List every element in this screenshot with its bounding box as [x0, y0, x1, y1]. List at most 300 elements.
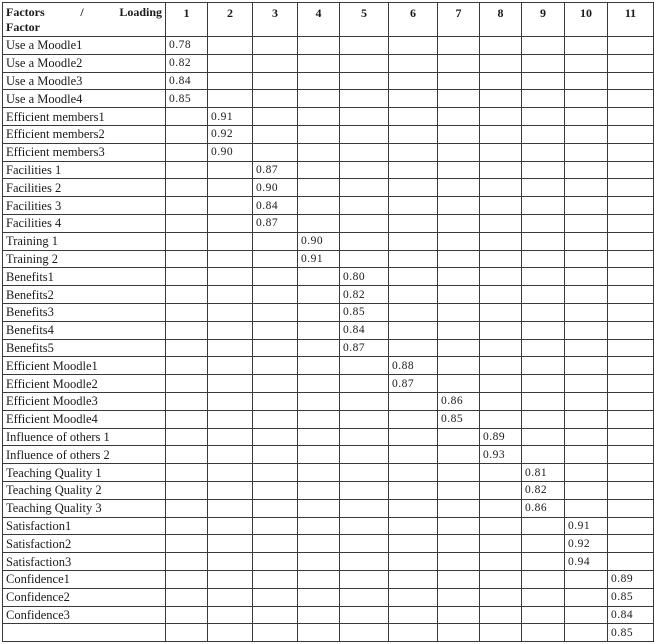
- empty-cell: [298, 179, 340, 197]
- empty-cell: [522, 108, 565, 126]
- empty-cell: [253, 606, 298, 624]
- column-header: 1: [166, 3, 208, 37]
- empty-cell: [480, 624, 522, 642]
- column-header: 5: [340, 3, 389, 37]
- empty-cell: [166, 286, 208, 304]
- empty-cell: [340, 54, 389, 72]
- factor-label: Teaching Quality 1: [3, 464, 166, 482]
- empty-cell: [208, 392, 253, 410]
- loading-value: 0.85: [438, 410, 480, 428]
- empty-cell: [208, 624, 253, 642]
- empty-cell: [298, 125, 340, 143]
- empty-cell: [166, 250, 208, 268]
- empty-cell: [298, 446, 340, 464]
- loading-value: 0.90: [253, 179, 298, 197]
- empty-cell: [298, 357, 340, 375]
- empty-cell: [480, 268, 522, 286]
- empty-cell: [253, 108, 298, 126]
- empty-cell: [480, 321, 522, 339]
- empty-cell: [480, 90, 522, 108]
- empty-cell: [208, 357, 253, 375]
- empty-cell: [340, 553, 389, 571]
- empty-cell: [340, 481, 389, 499]
- empty-cell: [438, 357, 480, 375]
- empty-cell: [298, 268, 340, 286]
- empty-cell: [608, 464, 654, 482]
- factor-label: Facilities 4: [3, 214, 166, 232]
- table-row: [3, 37, 654, 55]
- empty-cell: [438, 606, 480, 624]
- empty-cell: [298, 410, 340, 428]
- empty-cell: [340, 125, 389, 143]
- table-row: [3, 410, 654, 428]
- loading-value: 0.87: [253, 214, 298, 232]
- empty-cell: [438, 464, 480, 482]
- empty-cell: [565, 37, 608, 55]
- table-body: [3, 37, 654, 642]
- empty-cell: [438, 197, 480, 215]
- table-row: [3, 624, 654, 642]
- loading-value: 0.90: [208, 143, 253, 161]
- empty-cell: [608, 72, 654, 90]
- empty-cell: [389, 499, 438, 517]
- empty-cell: [298, 392, 340, 410]
- loading-value: 0.84: [608, 606, 654, 624]
- loading-value: 0.85: [608, 624, 654, 642]
- empty-cell: [166, 108, 208, 126]
- column-header: 6: [389, 3, 438, 37]
- empty-cell: [522, 232, 565, 250]
- table-row: [3, 606, 654, 624]
- empty-cell: [208, 446, 253, 464]
- empty-cell: [480, 303, 522, 321]
- empty-cell: [565, 410, 608, 428]
- empty-cell: [438, 375, 480, 393]
- factor-label: Influence of others 2: [3, 446, 166, 464]
- empty-cell: [565, 268, 608, 286]
- table-row: [3, 250, 654, 268]
- empty-cell: [438, 535, 480, 553]
- empty-cell: [438, 125, 480, 143]
- empty-cell: [340, 410, 389, 428]
- empty-cell: [166, 161, 208, 179]
- empty-cell: [208, 250, 253, 268]
- empty-cell: [522, 392, 565, 410]
- empty-cell: [389, 517, 438, 535]
- factor-label: Confidence2: [3, 588, 166, 606]
- empty-cell: [608, 286, 654, 304]
- empty-cell: [340, 250, 389, 268]
- table-row: [3, 517, 654, 535]
- column-header: 9: [522, 3, 565, 37]
- empty-cell: [166, 232, 208, 250]
- empty-cell: [389, 179, 438, 197]
- loading-value: 0.84: [166, 72, 208, 90]
- empty-cell: [340, 179, 389, 197]
- empty-cell: [438, 570, 480, 588]
- corner-word-factors: Factors: [6, 5, 45, 19]
- empty-cell: [298, 37, 340, 55]
- empty-cell: [253, 232, 298, 250]
- empty-cell: [608, 499, 654, 517]
- empty-cell: [522, 570, 565, 588]
- empty-cell: [438, 428, 480, 446]
- empty-cell: [389, 392, 438, 410]
- empty-cell: [438, 232, 480, 250]
- table-row: [3, 268, 654, 286]
- empty-cell: [522, 268, 565, 286]
- empty-cell: [298, 624, 340, 642]
- loading-value: 0.85: [340, 303, 389, 321]
- empty-cell: [253, 410, 298, 428]
- empty-cell: [480, 588, 522, 606]
- empty-cell: [340, 606, 389, 624]
- factor-label: Efficient Moodle3: [3, 392, 166, 410]
- empty-cell: [166, 357, 208, 375]
- empty-cell: [480, 250, 522, 268]
- empty-cell: [340, 232, 389, 250]
- empty-cell: [565, 624, 608, 642]
- empty-cell: [608, 268, 654, 286]
- empty-cell: [166, 321, 208, 339]
- empty-cell: [389, 90, 438, 108]
- empty-cell: [208, 339, 253, 357]
- table-row: [3, 143, 654, 161]
- empty-cell: [522, 214, 565, 232]
- empty-cell: [208, 535, 253, 553]
- loading-value: 0.89: [480, 428, 522, 446]
- table-row: [3, 535, 654, 553]
- empty-cell: [208, 464, 253, 482]
- empty-cell: [438, 268, 480, 286]
- loading-value: 0.88: [389, 357, 438, 375]
- empty-cell: [253, 268, 298, 286]
- empty-cell: [389, 410, 438, 428]
- empty-cell: [438, 179, 480, 197]
- empty-cell: [565, 286, 608, 304]
- empty-cell: [480, 232, 522, 250]
- empty-cell: [480, 37, 522, 55]
- empty-cell: [565, 570, 608, 588]
- empty-cell: [565, 214, 608, 232]
- empty-cell: [253, 464, 298, 482]
- empty-cell: [565, 179, 608, 197]
- empty-cell: [253, 624, 298, 642]
- empty-cell: [565, 339, 608, 357]
- table-row: [3, 72, 654, 90]
- empty-cell: [389, 321, 438, 339]
- loading-value: 0.86: [522, 499, 565, 517]
- empty-cell: [253, 588, 298, 606]
- empty-cell: [389, 446, 438, 464]
- empty-cell: [298, 197, 340, 215]
- empty-cell: [298, 339, 340, 357]
- factor-label: Efficient members1: [3, 108, 166, 126]
- factor-label: Satisfaction2: [3, 535, 166, 553]
- empty-cell: [298, 90, 340, 108]
- loading-value: 0.85: [166, 90, 208, 108]
- empty-cell: [438, 499, 480, 517]
- empty-cell: [565, 232, 608, 250]
- empty-cell: [208, 214, 253, 232]
- empty-cell: [438, 54, 480, 72]
- empty-cell: [480, 481, 522, 499]
- factor-label: Benefits1: [3, 268, 166, 286]
- empty-cell: [480, 143, 522, 161]
- empty-cell: [480, 339, 522, 357]
- loading-value: 0.94: [565, 553, 608, 571]
- empty-cell: [522, 588, 565, 606]
- empty-cell: [438, 90, 480, 108]
- empty-cell: [298, 72, 340, 90]
- empty-cell: [389, 286, 438, 304]
- column-header: 10: [565, 3, 608, 37]
- loading-value: 0.85: [608, 588, 654, 606]
- empty-cell: [253, 428, 298, 446]
- column-header: 3: [253, 3, 298, 37]
- empty-cell: [389, 108, 438, 126]
- empty-cell: [438, 481, 480, 499]
- empty-cell: [208, 232, 253, 250]
- empty-cell: [253, 250, 298, 268]
- factor-label: Training 2: [3, 250, 166, 268]
- empty-cell: [166, 339, 208, 357]
- table-row: [3, 214, 654, 232]
- empty-cell: [608, 446, 654, 464]
- empty-cell: [522, 535, 565, 553]
- empty-cell: [522, 179, 565, 197]
- table-row: [3, 90, 654, 108]
- empty-cell: [298, 606, 340, 624]
- table-row: [3, 446, 654, 464]
- empty-cell: [253, 339, 298, 357]
- empty-cell: [565, 161, 608, 179]
- empty-cell: [522, 303, 565, 321]
- empty-cell: [340, 570, 389, 588]
- empty-cell: [298, 108, 340, 126]
- empty-cell: [480, 410, 522, 428]
- corner-word-loading: Loading: [119, 5, 162, 19]
- empty-cell: [340, 517, 389, 535]
- empty-cell: [166, 375, 208, 393]
- empty-cell: [480, 553, 522, 571]
- empty-cell: [340, 197, 389, 215]
- empty-cell: [389, 197, 438, 215]
- empty-cell: [208, 179, 253, 197]
- loading-value: 0.92: [208, 125, 253, 143]
- factor-label: Efficient Moodle4: [3, 410, 166, 428]
- factor-label: Confidence1: [3, 570, 166, 588]
- empty-cell: [608, 428, 654, 446]
- table-row: [3, 232, 654, 250]
- empty-cell: [389, 37, 438, 55]
- empty-cell: [389, 143, 438, 161]
- factor-loading-table: [2, 2, 654, 642]
- empty-cell: [340, 392, 389, 410]
- empty-cell: [389, 214, 438, 232]
- empty-cell: [208, 499, 253, 517]
- empty-cell: [253, 375, 298, 393]
- loading-value: 0.91: [298, 250, 340, 268]
- factor-label: Facilities 2: [3, 179, 166, 197]
- empty-cell: [208, 303, 253, 321]
- factor-label: Efficient Moodle1: [3, 357, 166, 375]
- empty-cell: [340, 161, 389, 179]
- empty-cell: [253, 321, 298, 339]
- empty-cell: [253, 392, 298, 410]
- loading-value: 0.81: [522, 464, 565, 482]
- empty-cell: [166, 606, 208, 624]
- empty-cell: [389, 125, 438, 143]
- factor-label: Facilities 1: [3, 161, 166, 179]
- factor-label: Benefits5: [3, 339, 166, 357]
- empty-cell: [340, 535, 389, 553]
- empty-cell: [438, 108, 480, 126]
- empty-cell: [608, 37, 654, 55]
- factor-label: Efficient Moodle2: [3, 375, 166, 393]
- empty-cell: [522, 197, 565, 215]
- loading-value: 0.89: [608, 570, 654, 588]
- empty-cell: [565, 72, 608, 90]
- loading-value: 0.92: [565, 535, 608, 553]
- empty-cell: [608, 375, 654, 393]
- header-row: [3, 3, 654, 37]
- empty-cell: [608, 161, 654, 179]
- empty-cell: [565, 321, 608, 339]
- empty-cell: [389, 54, 438, 72]
- empty-cell: [565, 197, 608, 215]
- factor-label: Efficient members2: [3, 125, 166, 143]
- empty-cell: [480, 125, 522, 143]
- factor-label: Facilities 3: [3, 197, 166, 215]
- empty-cell: [208, 588, 253, 606]
- empty-cell: [208, 54, 253, 72]
- empty-cell: [522, 428, 565, 446]
- empty-cell: [166, 446, 208, 464]
- empty-cell: [298, 588, 340, 606]
- empty-cell: [565, 250, 608, 268]
- table-row: [3, 179, 654, 197]
- empty-cell: [253, 37, 298, 55]
- empty-cell: [298, 286, 340, 304]
- empty-cell: [253, 54, 298, 72]
- loading-value: 0.82: [522, 481, 565, 499]
- empty-cell: [389, 570, 438, 588]
- table-row: [3, 339, 654, 357]
- corner-word-factor: Factor: [6, 20, 40, 34]
- empty-cell: [565, 481, 608, 499]
- empty-cell: [522, 286, 565, 304]
- empty-cell: [298, 143, 340, 161]
- empty-cell: [480, 286, 522, 304]
- empty-cell: [608, 339, 654, 357]
- loading-value: 0.80: [340, 268, 389, 286]
- empty-cell: [298, 161, 340, 179]
- empty-cell: [438, 553, 480, 571]
- empty-cell: [522, 321, 565, 339]
- table-row: [3, 54, 654, 72]
- table-row: [3, 481, 654, 499]
- empty-cell: [340, 90, 389, 108]
- empty-cell: [438, 517, 480, 535]
- empty-cell: [565, 357, 608, 375]
- empty-cell: [565, 143, 608, 161]
- loading-value: 0.93: [480, 446, 522, 464]
- loading-value: 0.82: [340, 286, 389, 304]
- empty-cell: [480, 108, 522, 126]
- empty-cell: [298, 321, 340, 339]
- empty-cell: [608, 214, 654, 232]
- empty-cell: [298, 54, 340, 72]
- empty-cell: [166, 303, 208, 321]
- empty-cell: [480, 214, 522, 232]
- empty-cell: [480, 72, 522, 90]
- table-row: [3, 464, 654, 482]
- table-row: [3, 588, 654, 606]
- loading-value: 0.86: [438, 392, 480, 410]
- table-row: [3, 197, 654, 215]
- loading-value: 0.87: [340, 339, 389, 357]
- empty-cell: [389, 232, 438, 250]
- loading-value: 0.91: [565, 517, 608, 535]
- empty-cell: [608, 357, 654, 375]
- empty-cell: [166, 464, 208, 482]
- column-header: 2: [208, 3, 253, 37]
- empty-cell: [253, 72, 298, 90]
- empty-cell: [389, 268, 438, 286]
- empty-cell: [608, 232, 654, 250]
- empty-cell: [208, 410, 253, 428]
- loading-value: 0.87: [389, 375, 438, 393]
- table-row: [3, 553, 654, 571]
- empty-cell: [340, 428, 389, 446]
- empty-cell: [522, 339, 565, 357]
- empty-cell: [565, 499, 608, 517]
- empty-cell: [208, 481, 253, 499]
- empty-cell: [522, 161, 565, 179]
- empty-cell: [208, 321, 253, 339]
- empty-cell: [298, 214, 340, 232]
- empty-cell: [480, 464, 522, 482]
- empty-cell: [480, 535, 522, 553]
- empty-cell: [608, 392, 654, 410]
- empty-cell: [522, 54, 565, 72]
- table-row: [3, 357, 654, 375]
- empty-cell: [166, 268, 208, 286]
- factor-label: Use a Moodle3: [3, 72, 166, 90]
- empty-cell: [389, 535, 438, 553]
- empty-cell: [298, 570, 340, 588]
- empty-cell: [340, 72, 389, 90]
- factor-label: Teaching Quality 3: [3, 499, 166, 517]
- empty-cell: [253, 303, 298, 321]
- table-row: [3, 570, 654, 588]
- empty-cell: [166, 535, 208, 553]
- empty-cell: [480, 570, 522, 588]
- empty-cell: [565, 90, 608, 108]
- empty-cell: [480, 179, 522, 197]
- empty-cell: [340, 624, 389, 642]
- empty-cell: [565, 606, 608, 624]
- table-row: [3, 286, 654, 304]
- empty-cell: [522, 125, 565, 143]
- empty-cell: [208, 428, 253, 446]
- empty-cell: [438, 446, 480, 464]
- loading-value: 0.78: [166, 37, 208, 55]
- empty-cell: [298, 535, 340, 553]
- loading-value: 0.84: [253, 197, 298, 215]
- factor-label: Use a Moodle4: [3, 90, 166, 108]
